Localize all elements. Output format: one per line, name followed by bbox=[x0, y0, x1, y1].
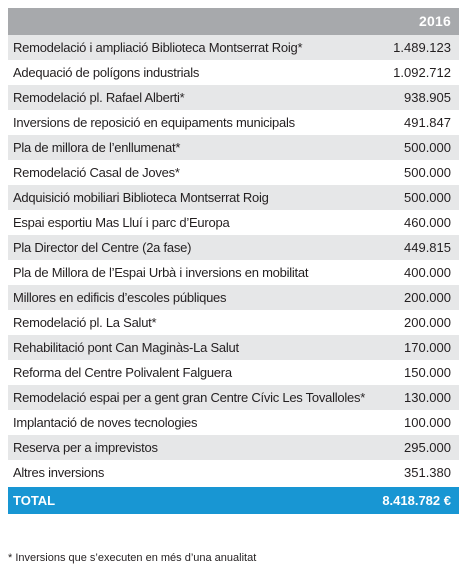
row-label: Pla de millora de l’enllumenat* bbox=[13, 140, 181, 155]
table-row bbox=[8, 110, 459, 135]
table-row bbox=[8, 210, 459, 235]
table-header bbox=[8, 8, 459, 35]
table-row bbox=[8, 60, 459, 85]
row-value: 150.000 bbox=[404, 365, 451, 380]
row-label: Reforma del Centre Polivalent Falguera bbox=[13, 365, 232, 380]
row-label: Pla Director del Centre (2a fase) bbox=[13, 240, 192, 255]
table-row bbox=[8, 435, 459, 460]
row-label: Rehabilitació pont Can Maginàs-La Salut bbox=[13, 340, 239, 355]
row-label: Inversions de reposició en equipaments municipals bbox=[13, 115, 295, 130]
row-value: 1.489.123 bbox=[393, 40, 451, 55]
row-value: 500.000 bbox=[404, 165, 451, 180]
table-body bbox=[8, 35, 459, 485]
row-value: 500.000 bbox=[404, 140, 451, 155]
row-value: 400.000 bbox=[404, 265, 451, 280]
row-label: Reserva per a imprevistos bbox=[13, 440, 158, 455]
row-label: Remodelació Casal de Joves* bbox=[13, 165, 180, 180]
row-value: 351.380 bbox=[404, 465, 451, 480]
table-row bbox=[8, 235, 459, 260]
footnote: * Inversions que s’executen en més d’una anualitat bbox=[8, 552, 257, 564]
row-label: Remodelació i ampliació Biblioteca Montserrat Roig* bbox=[13, 40, 303, 55]
row-value: 491.847 bbox=[404, 115, 451, 130]
table-row bbox=[8, 310, 459, 335]
total-label: TOTAL bbox=[13, 493, 56, 508]
table-row bbox=[8, 360, 459, 385]
row-label: Adequació de polígons industrials bbox=[13, 65, 200, 80]
row-label: Altres inversions bbox=[13, 465, 105, 480]
row-value: 130.000 bbox=[404, 390, 451, 405]
row-label: Pla de Millora de l’Espai Urbà i inversions en mobilitat bbox=[13, 265, 309, 280]
table-row bbox=[8, 85, 459, 110]
table-row bbox=[8, 135, 459, 160]
row-label: Remodelació pl. La Salut* bbox=[13, 315, 157, 330]
row-label: Remodelació pl. Rafael Alberti* bbox=[13, 90, 185, 105]
row-value: 170.000 bbox=[404, 340, 451, 355]
table-row bbox=[8, 385, 459, 410]
row-value: 200.000 bbox=[404, 290, 451, 305]
row-label: Adquisició mobiliari Biblioteca Montserrat Roig bbox=[13, 190, 269, 205]
total-row bbox=[8, 487, 459, 514]
row-value: 938.905 bbox=[404, 90, 451, 105]
row-value: 100.000 bbox=[404, 415, 451, 430]
row-label: Implantació de noves tecnologies bbox=[13, 415, 198, 430]
table-row bbox=[8, 410, 459, 435]
row-label: Espai esportiu Mas Lluí i parc d’Europa bbox=[13, 215, 230, 230]
table-row bbox=[8, 260, 459, 285]
row-label: Millores en edificis d’escoles públiques bbox=[13, 290, 227, 305]
row-value: 1.092.712 bbox=[393, 65, 451, 80]
row-value: 295.000 bbox=[404, 440, 451, 455]
row-value: 449.815 bbox=[404, 240, 451, 255]
table-row bbox=[8, 35, 459, 60]
row-value: 460.000 bbox=[404, 215, 451, 230]
investment-table bbox=[8, 8, 459, 514]
row-value: 200.000 bbox=[404, 315, 451, 330]
total-value: 8.418.782 € bbox=[382, 493, 451, 508]
table-row bbox=[8, 335, 459, 360]
year-column-header: 2016 bbox=[419, 13, 451, 29]
table-row bbox=[8, 460, 459, 485]
row-value: 500.000 bbox=[404, 190, 451, 205]
table-row bbox=[8, 185, 459, 210]
table-row bbox=[8, 285, 459, 310]
table-row bbox=[8, 160, 459, 185]
row-label: Remodelació espai per a gent gran Centre Cívic Les Tovalloles* bbox=[13, 390, 366, 405]
